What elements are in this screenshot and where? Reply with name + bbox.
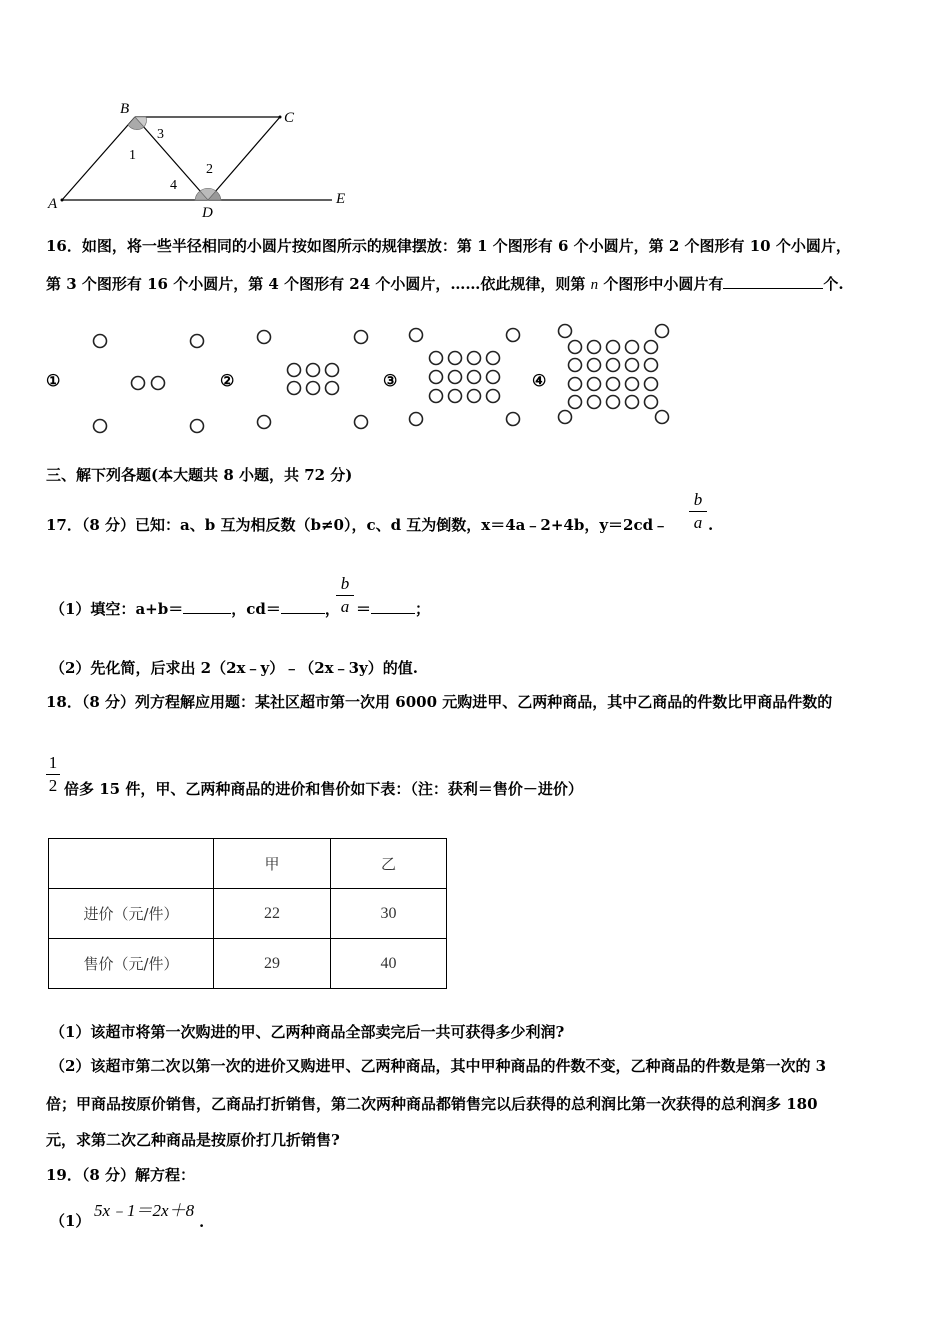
q19-stem: 19．（8 分）解方程：	[46, 1166, 196, 1184]
q17-part1-end: ；	[415, 600, 431, 618]
table-header-yi: 乙	[331, 839, 447, 889]
table-cell-yi: 40	[331, 939, 447, 989]
q19-equation: 5x﹣1＝2x＋8	[94, 1201, 195, 1220]
q17-part1-a: （1）填空：a+b＝	[50, 600, 184, 618]
angle-label-4: 4	[170, 178, 177, 193]
q16-var-n: n	[590, 277, 599, 293]
point-label-a: A	[48, 196, 58, 212]
q17-part2: （2）先化简，后求出 2（2x﹣y）﹣（2x﹣3y）的值.	[50, 659, 418, 677]
q17-part1-fraction	[336, 574, 354, 617]
q17-fraction	[689, 490, 707, 533]
point-label-d: D	[202, 205, 213, 221]
table-cell-jia: 29	[214, 939, 331, 989]
q19-part1-label: （1）	[50, 1212, 91, 1230]
q16-line2-b: 个图形中小圆片有	[598, 275, 724, 293]
q18-part1: （1）该超市将第一次购进的甲、乙两种商品全部卖完后一共可获得多少利润?	[50, 1023, 565, 1041]
price-table	[48, 838, 447, 989]
q19-part1-end: .	[199, 1213, 205, 1231]
q17-frac-num: b	[693, 490, 703, 509]
table-row-label: 进价（元/件）	[49, 889, 214, 939]
figure-label-4: ④	[532, 371, 547, 390]
q17-part1-frac-num: b	[340, 574, 350, 593]
table-cell-jia: 22	[214, 889, 331, 939]
table-row-label: 售价（元/件）	[49, 939, 214, 989]
q17-blank-b-over-a[interactable]	[371, 613, 415, 614]
q18-frac-den: 2	[48, 776, 58, 795]
q17-stem-end: .	[708, 516, 714, 534]
point-label-b: B	[120, 101, 130, 117]
figure-label-1: ①	[46, 371, 61, 390]
q18-part2-line3: 元，求第二次乙种商品是按原价打几折销售?	[46, 1131, 340, 1149]
q17-stem: 17．（8 分）已知：a、b 互为相反数（b≠0），c、d 互为倒数，x＝4a﹣2+4b，y＝2cd﹣	[46, 516, 669, 534]
q18-part2-line1: （2）该超市第二次以第一次的进价又购进甲、乙两种商品，其中甲种商品的件数不变，乙种商品的件数是第一次的 3	[50, 1057, 827, 1075]
q16-line2	[46, 274, 844, 295]
table-row	[49, 939, 447, 989]
q17-frac-den: a	[693, 513, 703, 532]
angle-label-1: 1	[129, 148, 136, 163]
q18-frac-num: 1	[48, 753, 58, 772]
table-header-row	[49, 839, 447, 889]
q17-part1-eq: ＝	[356, 600, 372, 618]
q18-stem: 18．（8 分）列方程解应用题：某社区超市第一次用 6000 元购进甲、乙两种商品，其中乙商品的件数比甲商品件数的	[46, 693, 833, 711]
q17-blank-cd[interactable]	[281, 613, 325, 614]
table-row	[49, 889, 447, 939]
geometry-figure	[40, 95, 370, 225]
table-header-jia: 甲	[214, 839, 331, 889]
figure-label-3: ③	[383, 371, 398, 390]
q18-fraction	[46, 753, 60, 796]
q16-answer-blank[interactable]	[723, 288, 823, 289]
q17-part1	[50, 599, 340, 619]
point-label-e: E	[336, 191, 346, 207]
figure-label-2: ②	[220, 371, 235, 390]
table-header-blank	[49, 839, 214, 889]
point-label-c: C	[284, 110, 295, 126]
q18-stem2: 倍多 15 件，甲、乙两种商品的进价和售价如下表：（注：获利＝售价－进价）	[64, 780, 583, 798]
q17-part1-b: ，cd＝	[231, 600, 281, 618]
q17-blank-a-plus-b[interactable]	[183, 613, 231, 614]
circle-pattern-figures	[0, 315, 700, 440]
q16-line2-a: 第 3 个图形有 16 个小圆片，第 4 个图形有 24 个小圆片，……依此规律，则第	[46, 275, 591, 293]
angle-label-3: 3	[157, 127, 164, 142]
q17-part1-tail	[356, 599, 430, 619]
q16-line1: 16．如图，将一些半径相同的小圆片按如图所示的规律摆放：第 1 个图形有 6 个小圆片，第 2 个图形有 10 个小圆片，	[46, 237, 851, 255]
q16-line2-end: 个.	[823, 275, 844, 293]
q18-part2-line2: 倍；甲商品按原价销售，乙商品打折销售，第二次两种商品都销售完以后获得的总利润比第一次获得的总利润多 180	[46, 1095, 818, 1113]
q17-part1-frac-den: a	[340, 597, 350, 616]
section3-heading: 三、解下列各题(本大题共 8 小题，共 72 分)	[46, 466, 353, 484]
q17-part1-c: ，	[324, 600, 340, 618]
angle-label-2: 2	[206, 162, 213, 177]
table-cell-yi: 30	[331, 889, 447, 939]
